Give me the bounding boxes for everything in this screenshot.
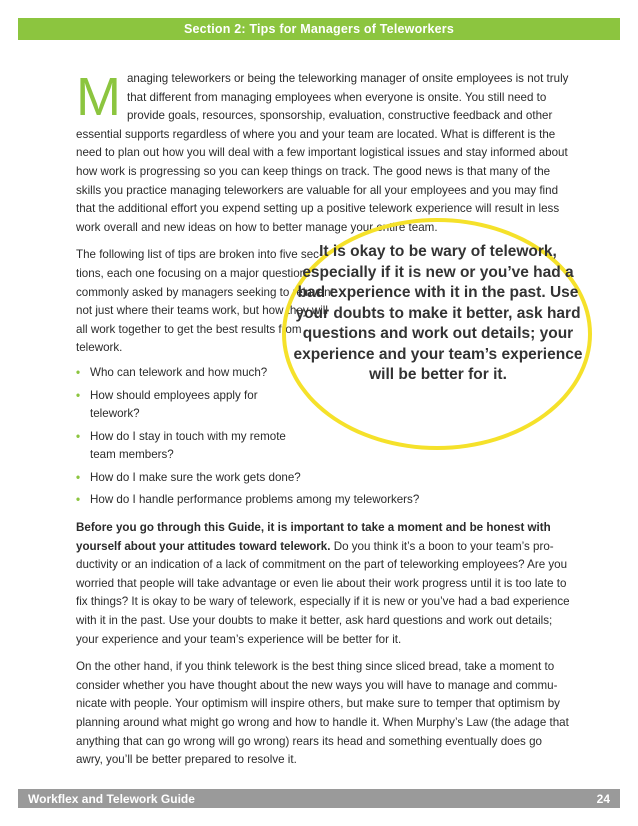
footer-title: Workflex and Telework Guide [28,791,195,806]
attitudes-text: Do you think it’s a boon to your team’s pro- ductivity or an indication of a lack of commitment on the part of teleworking employees? Are you worried that people will take advantage or even lie about their work progress until it is too late to fix things? It is okay to be wary of telework, especially if it is new or you’ve had a bad experience with it in the past. Use your doubts to make it better, ask hard questions and work out details; your experience and your team’s experience will be better for it. [76,539,570,646]
bullet-icon: • [76,365,81,379]
intro-paragraph [76,67,570,237]
bullet-icon: • [76,388,81,402]
tips-lead-paragraph: The following list of tips are broken into five sec- tions, each one focusing on a major question commonly asked by managers seeking to reinvent not just where their teams work, but how they will all work together to get the best results from telework. [76,248,334,355]
callout-quote: It is okay to be wary of telework, especially if it is new or you’ve had a bad experience with it in the past. Use your doubts to make it better, ask hard questions and work out details; your experience and your team’s experience will be better for it. [293,243,583,383]
attitudes-bold-lead: Before you go through this Guide, it is important to take a moment and be honest with yourself about your attitudes toward telework. [76,521,551,553]
list-item: • How do I stay in touch with my remote team members? [76,429,286,462]
other-hand-paragraph: On the other hand, if you think telework is the best thing since sliced bread, take a moment to consider whether you have thought about the new ways you will have to manage and commu- nicate with people. Your optimism will inspire others, but make sure to temper that optimism by planning around what might go wrong and how to handle it. When Murphy’s Law (the adage that anything that can go wrong will go wrong) rears its head and something eventually does go awry, you’ll be better prepared to resolve it. [76,660,569,767]
list-item: • How do I make sure the work gets done? [76,469,570,488]
footer-bar [18,789,620,808]
list-item: • Who can telework and how much? [76,364,570,383]
section-title: Section 2: Tips for Managers of Teleworkers [183,22,454,36]
bullet-icon: • [76,429,81,443]
page-number: 24 [596,791,610,806]
bullet-icon: • [76,470,81,484]
list-item: • How should employees apply for telework? [76,388,258,421]
intro-text: anaging teleworkers or being the teleworking manager of onsite employees is not truly that different from managing employees when everyone is onsite. You still need to provide goals, resources, sponsorship, evaluation, constructive feedback and other essential supports regardless of where you and your team are located. What is different is the need to plan out how you will deal with a few important logistical issues and stay informed about how work is progressing so you can keep things on track. The good news is that many of the skills you practice managing teleworkers are valuable for all your employees and you may find that the additional effort you expend setting up a positive telework experience will result in less work overall and new ideas on how to better manage your entire team. [76,72,569,234]
list-item: • How do I handle performance problems among my teleworkers? [76,491,570,510]
bullet-icon: • [76,493,81,507]
drop-cap: M [76,67,121,127]
attitudes-paragraph [76,519,570,649]
section-header-bar [18,18,620,40]
